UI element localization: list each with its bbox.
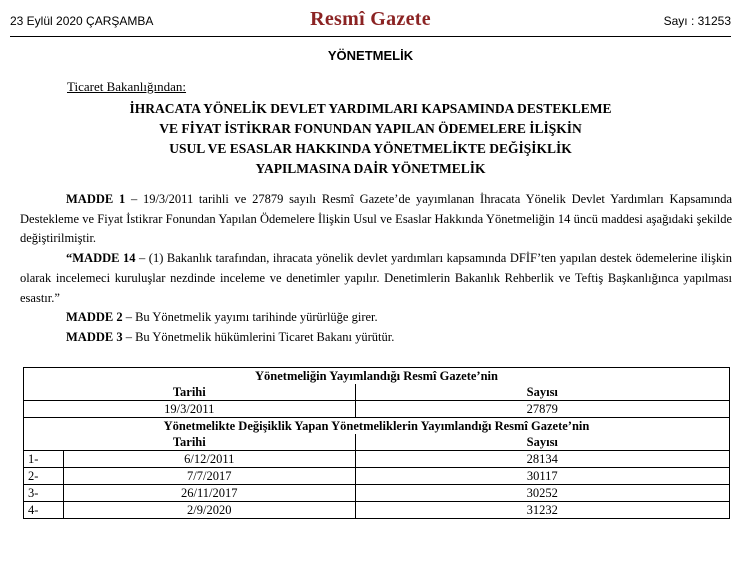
table-header-row (24, 434, 730, 451)
article-label: MADDE 3 (66, 329, 123, 344)
section-heading: YÖNETMELİK (327, 48, 414, 63)
article-label: MADDE 1 (66, 192, 126, 206)
publication-history-table (23, 367, 730, 519)
row-number: 28134 (355, 451, 729, 468)
ministry-name: Ticaret Bakanlığından: (67, 79, 187, 94)
table-row (24, 485, 730, 502)
row-number: 30117 (355, 468, 729, 485)
table-row (24, 468, 730, 485)
title-line: YAPILMASINA DAİR YÖNETMELİK (255, 161, 486, 176)
regulation-body (20, 190, 732, 348)
table-row (24, 502, 730, 519)
row-date: 6/12/2011 (63, 451, 355, 468)
issue-date: 23 Eylül 2020 ÇARŞAMBA (10, 14, 154, 28)
date-column-header: Tarihi (24, 434, 356, 451)
date-column-header: Tarihi (24, 384, 356, 401)
original-date: 19/3/2011 (24, 401, 356, 418)
article-text: – 19/3/2011 tarihli ve 27879 sayılı Resmî Gazete’de yayımlanan İhracata Yönelik Devlet Yardımları Kapsamında Destekleme ve Fiyat İstikrar Fonundan Yapılan Ödemelere İlişkin Usul ve Esaslar Hakkında Yönetmeliğin 14 üncü maddesi aşağıdaki şekilde değiştirilmiştir. (20, 192, 732, 246)
table-heading-row (24, 368, 730, 385)
article-1 (20, 190, 732, 249)
table-row (24, 451, 730, 468)
original-heading: Yönetmeliğin Yayımlandığı Resmî Gazete’nin (24, 368, 730, 385)
number-column-header: Sayısı (355, 434, 729, 451)
row-number: 31232 (355, 502, 729, 519)
row-number: 30252 (355, 485, 729, 502)
title-line: USUL VE ESASLAR HAKKINDA YÖNETMELİKTE DEĞİŞİKLİK (169, 141, 572, 156)
row-date: 7/7/2017 (63, 468, 355, 485)
article-2 (20, 308, 732, 328)
article-text: – Bu Yönetmelik yayımı tarihinde yürürlüğe girer. (122, 310, 378, 325)
amendments-heading: Yönetmelikte Değişiklik Yapan Yönetmeliklerin Yayımlandığı Resmî Gazete’nin (24, 418, 730, 435)
article-14 (20, 249, 732, 308)
article-label: MADDE 2 (66, 310, 123, 325)
issue-number: Sayı : 31253 (663, 14, 731, 28)
table-row (24, 401, 730, 418)
original-number: 27879 (355, 401, 729, 418)
row-date: 26/11/2017 (63, 485, 355, 502)
article-label: “MADDE 14 (66, 251, 136, 266)
title-line: VE FİYAT İSTİKRAR FONUNDAN YAPILAN ÖDEMELERE İLİŞKİN (159, 121, 582, 136)
table-header-row (24, 384, 730, 401)
article-text: – (1) Bakanlık tarafından, ihracata yönelik devlet yardımları kapsamında DFİF’ten yapılan destek ödemelerine ilişkin olarak incelemeci kuruluşlar nezdinde inceleme ve denetimler yapılır. Denetimlerin Bakanlık Rehberlik ve Teftiş Başkanlığınca yapılması esastır.” (20, 251, 733, 305)
row-index: 4- (24, 502, 64, 519)
article-3 (20, 328, 732, 348)
gazette-title: Resmî Gazete (310, 8, 431, 30)
gazette-header (10, 8, 731, 37)
row-index: 2- (24, 468, 64, 485)
row-date: 2/9/2020 (63, 502, 355, 519)
regulation-title (20, 99, 721, 179)
number-column-header: Sayısı (355, 384, 729, 401)
article-text: – Bu Yönetmelik hükümlerini Ticaret Bakanı yürütür. (122, 329, 395, 344)
row-index: 1- (24, 451, 64, 468)
title-line: İHRACATA YÖNELİK DEVLET YARDIMLARI KAPSAMINDA DESTEKLEME (129, 101, 612, 116)
row-index: 3- (24, 485, 64, 502)
table-heading-row (24, 418, 730, 435)
